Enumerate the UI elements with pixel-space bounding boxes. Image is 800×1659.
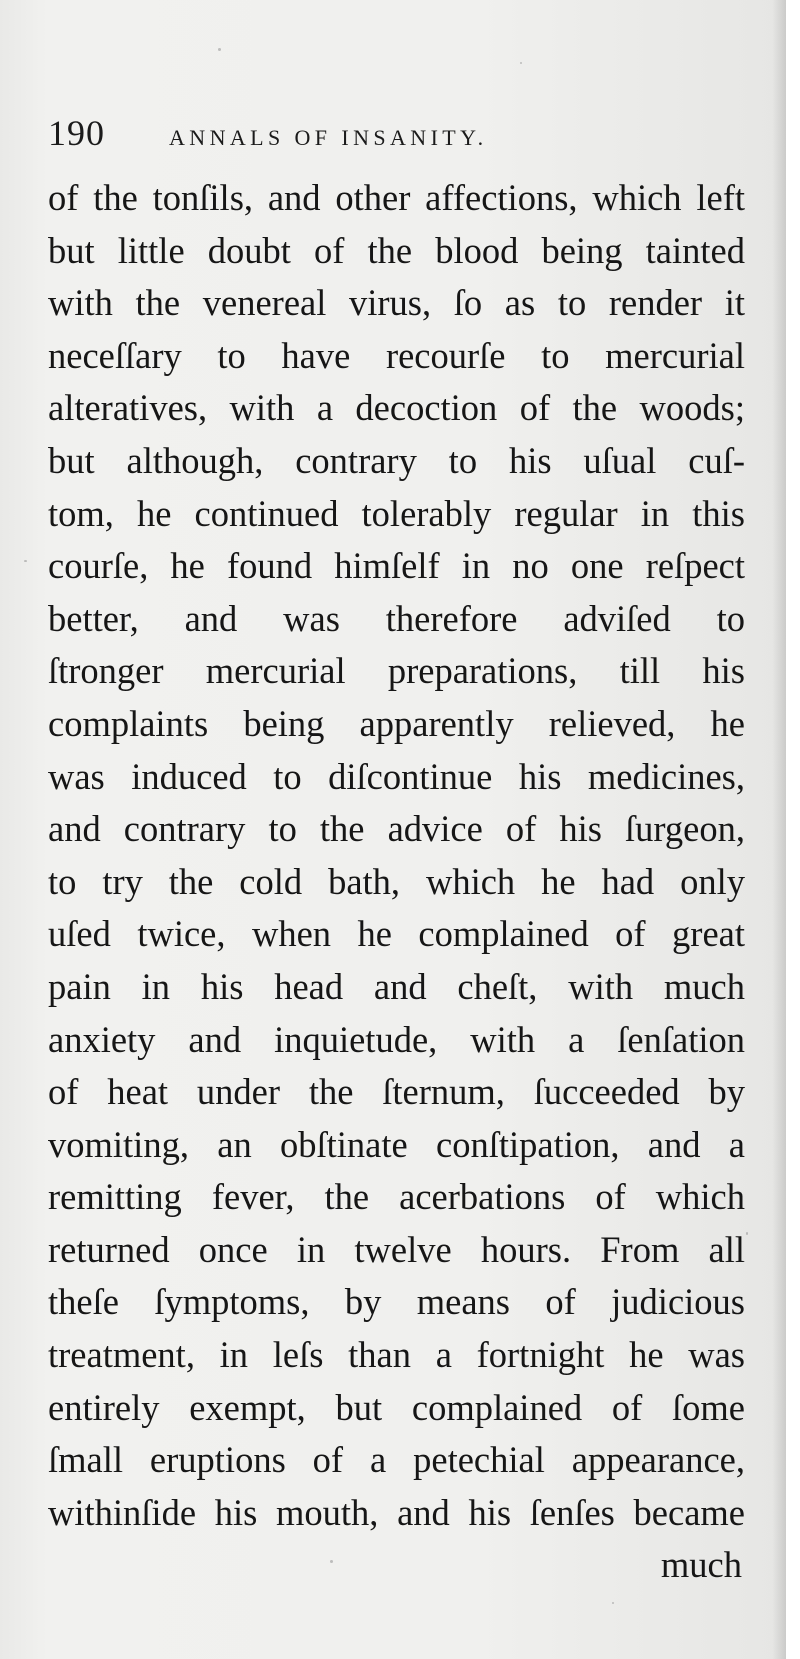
text-line: complaints being apparently relieved, he bbox=[48, 702, 745, 744]
text-line: to try the cold bath, which he had only bbox=[48, 860, 745, 902]
text-line: ſmall eruptions of a petechial appearance, bbox=[48, 1439, 745, 1481]
paper-speck bbox=[612, 1602, 614, 1604]
text-line: of the tonſils, and other affections, which left bbox=[48, 177, 745, 218]
catchword: much bbox=[660, 1544, 742, 1586]
text-line: returned once in twelve hours. From all bbox=[48, 1228, 745, 1270]
text-line: and contrary to the advice of his ſurgeon, bbox=[48, 808, 745, 850]
text-line: theſe ſymptoms, by means of judicious bbox=[48, 1281, 745, 1323]
page-header bbox=[48, 112, 748, 160]
text-line: neceſſary to have recourſe to mercurial bbox=[48, 334, 745, 376]
text-line: uſed twice, when he complained of great bbox=[48, 913, 745, 955]
page-edge-shadow bbox=[772, 0, 786, 1659]
body-text bbox=[48, 172, 745, 1592]
text-line: pain in his head and cheſt, with much bbox=[48, 965, 745, 1007]
text-line: better, and was therefore adviſed to bbox=[48, 597, 745, 639]
paper-speck bbox=[24, 560, 27, 562]
text-line: with the venereal virus, ſo as to render it bbox=[48, 282, 745, 324]
text-line: treatment, in leſs than a fortnight he was bbox=[48, 1334, 745, 1376]
running-head: ANNALS OF INSANITY. bbox=[169, 125, 488, 150]
text-line: alteratives, with a decoction of the woods; bbox=[48, 387, 745, 429]
text-line: remitting fever, the acerbations of which bbox=[48, 1176, 745, 1218]
text-line: but although, contrary to his uſual cuſ- bbox=[48, 439, 745, 481]
text-line: courſe, he found himſelf in no one reſpect bbox=[48, 545, 745, 587]
text-line: was induced to diſcontinue his medicines, bbox=[48, 755, 745, 797]
paper-speck bbox=[218, 48, 221, 51]
text-line: anxiety and inquietude, with a ſenſation bbox=[48, 1018, 745, 1060]
text-line: ſtronger mercurial preparations, till his bbox=[48, 650, 745, 692]
text-line: vomiting, an obſtinate conſtipation, and a bbox=[48, 1123, 745, 1165]
text-line: withinſide his mouth, and his ſenſes became bbox=[48, 1491, 745, 1533]
text-line: entirely exempt, but complained of ſome bbox=[48, 1386, 745, 1428]
page-number: 190 bbox=[48, 113, 105, 153]
paper-speck bbox=[746, 1232, 748, 1235]
paper-speck bbox=[520, 62, 522, 64]
text-line: but little doubt of the blood being tainted bbox=[48, 229, 745, 271]
text-line: of heat under the ſternum, ſucceeded by bbox=[48, 1071, 745, 1113]
text-line: tom, he continued tolerably regular in this bbox=[48, 492, 745, 534]
